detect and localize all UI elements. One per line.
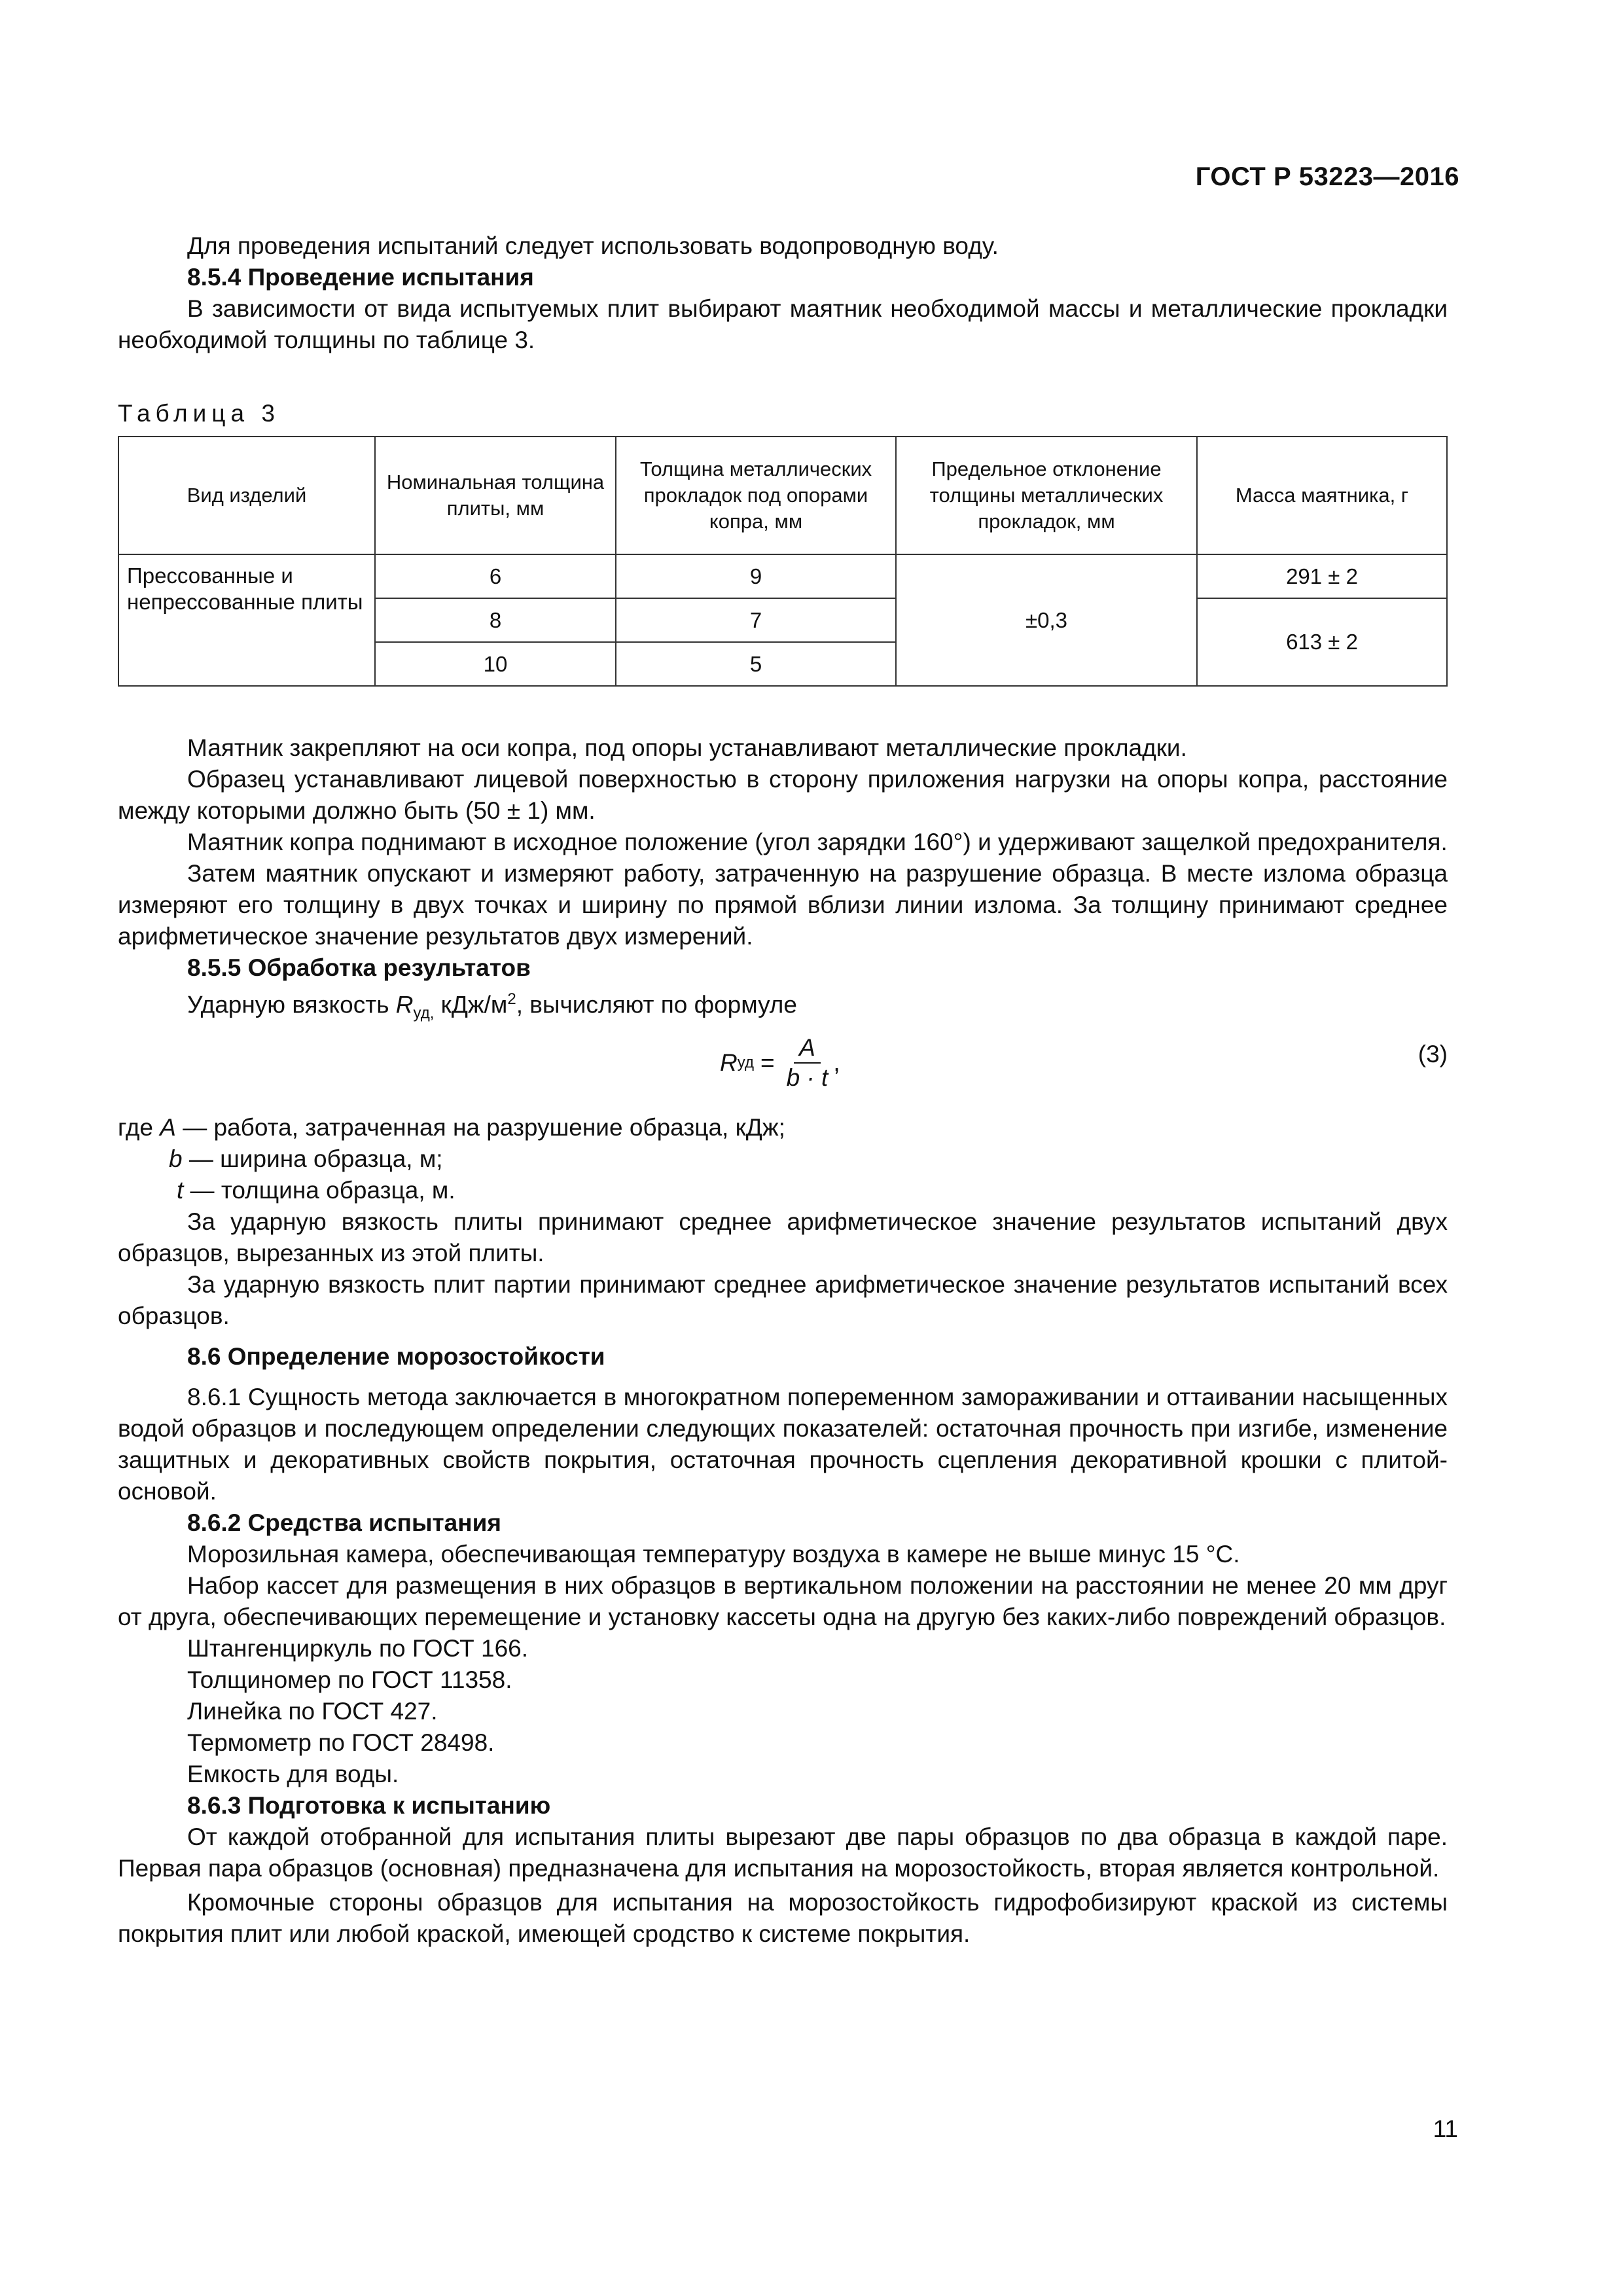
paragraph: От каждой отобранной для испытания плиты вырезают две пары образцов по два образца в каждой паре. Первая пара образцов (основная) предназначена для испытания на морозостойкость, вторая является контрольной. [118,1823,1448,1882]
mass-cell: 291 ± 2 [1197,554,1447,598]
text-run: , вычисляют по формуле [516,991,797,1018]
table-row [118,554,1447,598]
header-cell: Вид изделий [118,437,375,554]
paragraph: Образец устанавливают лицевой поверхностью в сторону приложения нагрузки на опоры копра, расстояние между которыми должно быть (50 ± 1) мм. [118,766,1448,824]
section-heading-8-6: 8.6 Определение морозостойкости [187,1342,605,1370]
table-cell: 5 [616,642,896,686]
equipment-item: Емкость для воды. [187,1760,399,1787]
table-cell: 10 [375,642,616,686]
table-caption: Таблица 3 [118,400,280,427]
text-run: где [118,1113,160,1141]
page-content [118,230,1448,1950]
section-heading-8-6-3: 8.6.3 Подготовка к испытанию [187,1791,551,1819]
paragraph: В зависимости от вида испытуемых плит выбирают маятник необходимой массы и металлические прокладки необходимой толщины по таблице 3. [118,295,1448,353]
formula [720,1033,840,1092]
formula-comma: , [833,1049,840,1076]
paragraph: Морозильная камера, обеспечивающая температуру воздуха в камере не выше минус 15 °С. [187,1540,1240,1568]
subscript: уд, [413,1004,435,1022]
equipment-item: Толщиномер по ГОСТ 11358. [187,1666,512,1693]
section-heading-8-5-4: 8.5.4 Проведение испытания [187,264,534,291]
numerator: A [794,1033,821,1064]
paragraph: Набор кассет для размещения в них образцов в вертикальном положении на расстоянии не менее 20 мм друг от друга, обеспечивающих перемещение и установку кассеты одна на другую без каких-либо повреждений образцов. [118,1571,1448,1630]
impact-intro-line [118,984,1448,1030]
paragraph: За ударную вязкость плиты принимают среднее арифметическое значение результатов испытаний двух образцов, вырезанных из этой плиты. [118,1208,1448,1266]
where-item [118,1143,1448,1175]
superscript: 2 [507,990,516,1008]
page-number: 11 [1433,2115,1458,2142]
where-item [118,1175,1448,1206]
text-run: Ударную вязкость [187,991,396,1018]
fraction [781,1033,834,1092]
symbol-r: R [395,991,414,1018]
header-cell: Номинальная толщина плиты, мм [375,437,616,554]
equals-sign: = [760,1049,775,1076]
denominator: b · t [786,1064,829,1091]
table-cell: 7 [616,598,896,642]
formula-block [118,1031,1448,1109]
mass-cell: 613 ± 2 [1197,598,1447,686]
standard-id: ГОСТ Р 53223—2016 [1195,162,1459,191]
text-run: — ширина образца, м; [182,1145,443,1172]
product-type-cell: Прессованные и непрессованные плиты [118,554,375,686]
paragraph: Для проведения испытаний следует использовать водопроводную воду. [187,232,999,259]
symbol: b [169,1145,183,1172]
text-run: — работа, затраченная на разрушение образца, кДж; [175,1113,785,1141]
formula-lhs-subscript: уд [737,1053,754,1071]
equation-number: (3) [1418,1040,1448,1067]
symbol: A [160,1113,176,1141]
equipment-item: Термометр по ГОСТ 28498. [187,1729,495,1756]
paragraph: Затем маятник опускают и измеряют работу, затраченную на разрушение образца. В месте излома образца измеряют его толщину в двух точках и ширину по прямой вблизи линии излома. За толщину принимают среднее арифметическое значение результатов двух измерений. [118,860,1448,950]
table-cell: 9 [616,554,896,598]
formula-lhs: R [720,1049,738,1076]
equipment-item: Штангенциркуль по ГОСТ 166. [187,1634,529,1662]
where-item [118,1112,1448,1143]
table-cell: 6 [375,554,616,598]
text-run: кДж/м [434,991,508,1018]
text-run: — толщина образца, м. [183,1176,455,1204]
section-heading-8-6-2: 8.6.2 Средства испытания [187,1509,501,1536]
header-cell: Масса маятника, г [1197,437,1447,554]
paragraph: Кромочные стороны образцов для испытания на морозостойкость гидрофобизируют краской из системы покрытия плит или любой краской, имеющей сродство к системе покрытия. [118,1888,1448,1947]
tolerance-cell: ±0,3 [896,554,1197,686]
section-heading-8-5-5: 8.5.5 Обработка результатов [187,954,531,981]
symbol: t [177,1176,184,1204]
paragraph: 8.6.1 Сущность метода заключается в многократном попеременном замораживании и оттаивании насыщенных водой образцов и последующем определении следующих показателей: остаточная прочность при изгибе, изменение защитных и декоративных свойств покрытия, остаточная прочность сцепления декоративной крошки с плитой-основой. [118,1383,1448,1505]
header-cell: Толщина металлических прокладок под опорами копра, мм [616,437,896,554]
paragraph: За ударную вязкость плит партии принимают среднее арифметическое значение результатов испытаний всех образцов. [118,1270,1448,1329]
table-3 [118,436,1448,687]
table-cell: 8 [375,598,616,642]
paragraph: Маятник копра поднимают в исходное положение (угол зарядки 160°) и удерживают защелкой предохранителя. [187,829,1448,855]
equipment-item: Линейка по ГОСТ 427. [187,1697,438,1725]
table-header-row [118,437,1447,554]
paragraph: Маятник закрепляют на оси копра, под опоры устанавливают металлические прокладки. [187,734,1187,761]
header-cell: Предельное отклонение толщины металлических прокладок, мм [896,437,1197,554]
